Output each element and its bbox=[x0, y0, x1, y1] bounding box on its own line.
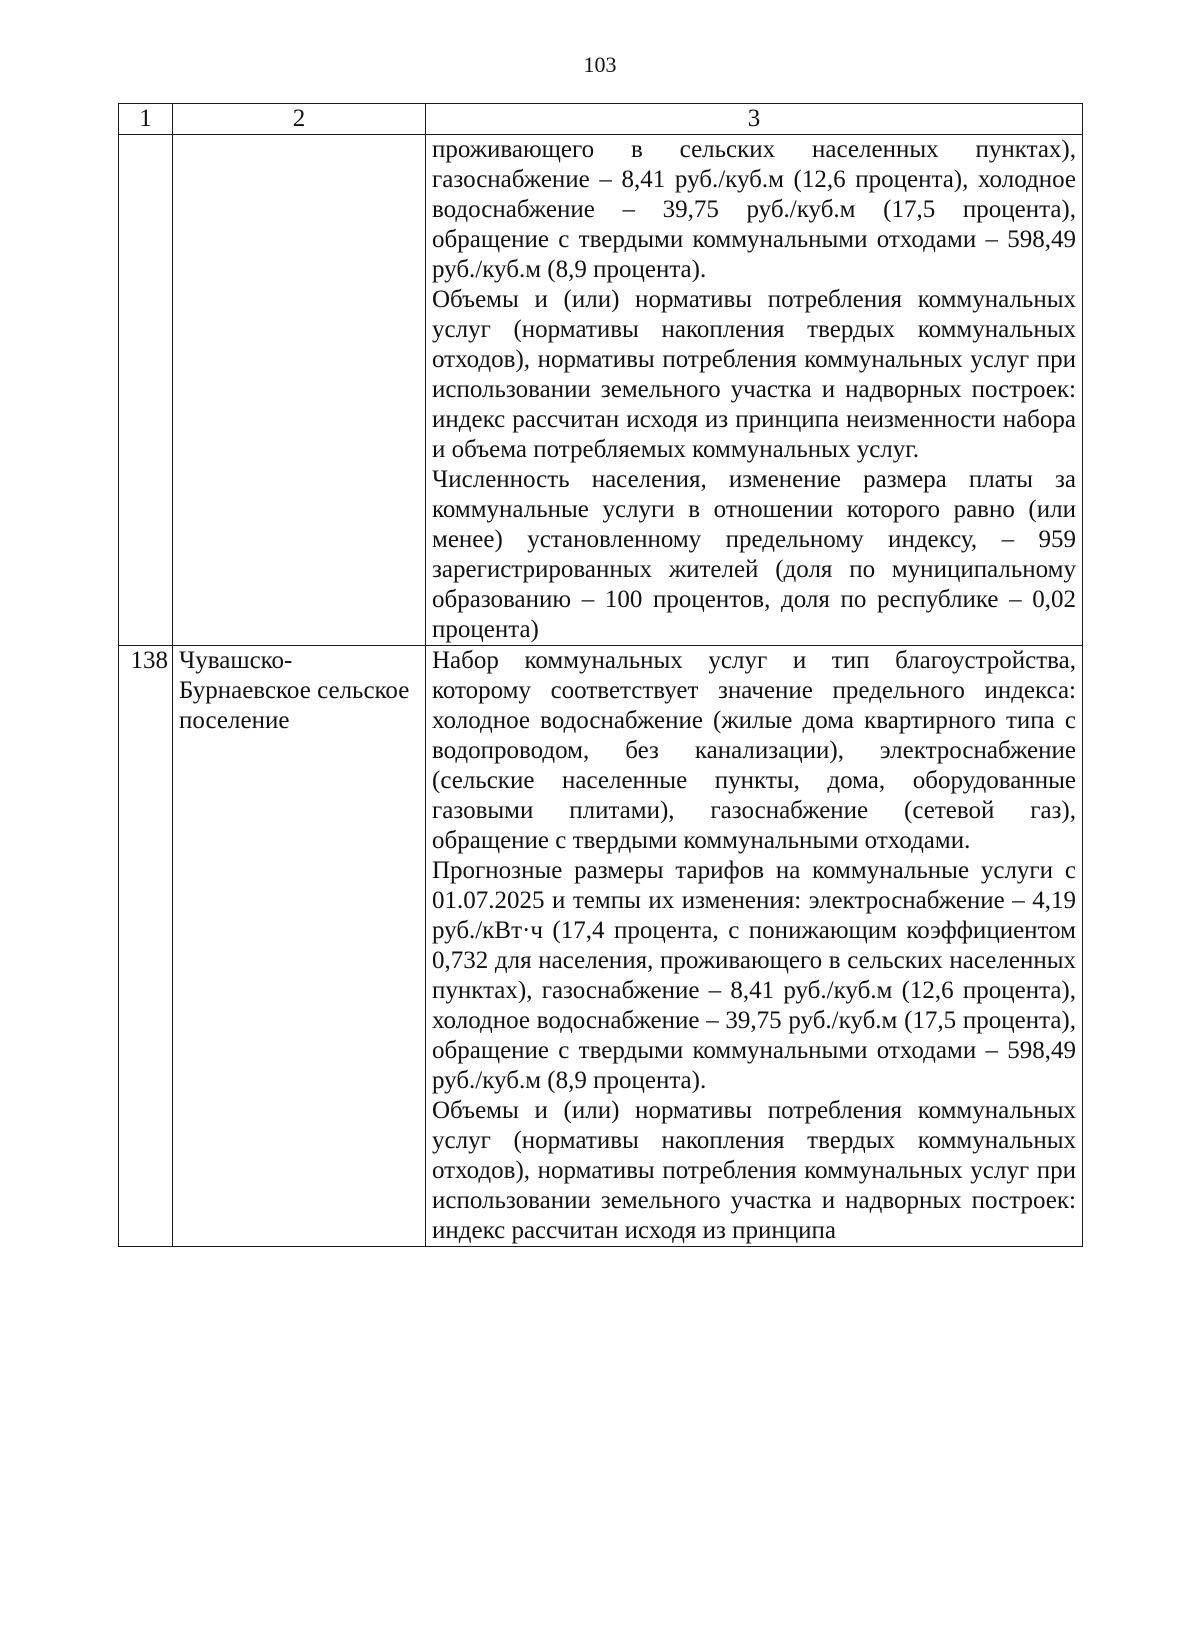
description-paragraph: проживающего в сельских населенных пунктах), газоснабжение – 8,41 руб./куб.м (12,6 процента), холодное водоснабжение – 39,75 руб./куб.м (17,5 процента), обращение с твердыми коммунальными отходами – 598,49 руб./куб.м (8,9 процента). bbox=[432, 136, 1076, 283]
row-number: 138 bbox=[119, 646, 173, 1247]
description-paragraph: Набор коммунальных услуг и тип благоустройства, которому соответствует значение предельного индекса: холодное водоснабжение (жилые дома квартирного типа с водопроводом, без канализации), электроснабжение (сельские населенные пункты, дома, оборудованные газовыми плитами), газоснабжение (сетевой газ), обращение с твердыми коммунальными отходами. bbox=[432, 647, 1076, 854]
column-header-3: 3 bbox=[426, 104, 1083, 135]
column-header-2: 2 bbox=[173, 104, 426, 135]
settlement-name: Чувашско-Бурнаевское сельское поселение bbox=[173, 646, 426, 1247]
tariff-table bbox=[118, 103, 1083, 1247]
row-number bbox=[119, 135, 173, 646]
description-cell bbox=[426, 646, 1083, 1247]
page-number: 103 bbox=[583, 52, 617, 77]
table-row bbox=[119, 646, 1083, 1247]
table-row bbox=[119, 135, 1083, 646]
description-paragraph: Объемы и (или) нормативы потребления коммунальных услуг (нормативы накопления твердых коммунальных отходов), нормативы потребления коммунальных услуг при использовании земельного участка и надворных построек: индекс рассчитан исходя из принципа bbox=[432, 1097, 1076, 1244]
settlement-name bbox=[173, 135, 426, 646]
description-paragraph: Объемы и (или) нормативы потребления коммунальных услуг (нормативы накопления твердых коммунальных отходов), нормативы потребления коммунальных услуг при использовании земельного участка и надворных построек: индекс рассчитан исходя из принципа неизменности набора и объема потребляемых коммунальных услуг. bbox=[432, 286, 1076, 463]
description-cell bbox=[426, 135, 1083, 646]
table-header-row bbox=[119, 104, 1083, 135]
description-paragraph: Численность населения, изменение размера платы за коммунальные услуги в отношении которого равно (или менее) установленному предельному индексу, – 959 зарегистрированных жителей (доля по муниципальному образованию – 100 процентов, доля по республике – 0,02 процента) bbox=[432, 466, 1076, 643]
column-header-1: 1 bbox=[119, 104, 173, 135]
description-paragraph: Прогнозные размеры тарифов на коммунальные услуги с 01.07.2025 и темпы их изменения: электроснабжение – 4,19 руб./кВт·ч (17,4 процента, с понижающим коэффициентом 0,732 для населения, проживающего в сельских населенных пунктах), газоснабжение – 8,41 руб./куб.м (12,6 процента), холодное водоснабжение – 39,75 руб./куб.м (17,5 процента), обращение с твердыми коммунальными отходами – 598,49 руб./куб.м (8,9 процента). bbox=[432, 857, 1076, 1094]
